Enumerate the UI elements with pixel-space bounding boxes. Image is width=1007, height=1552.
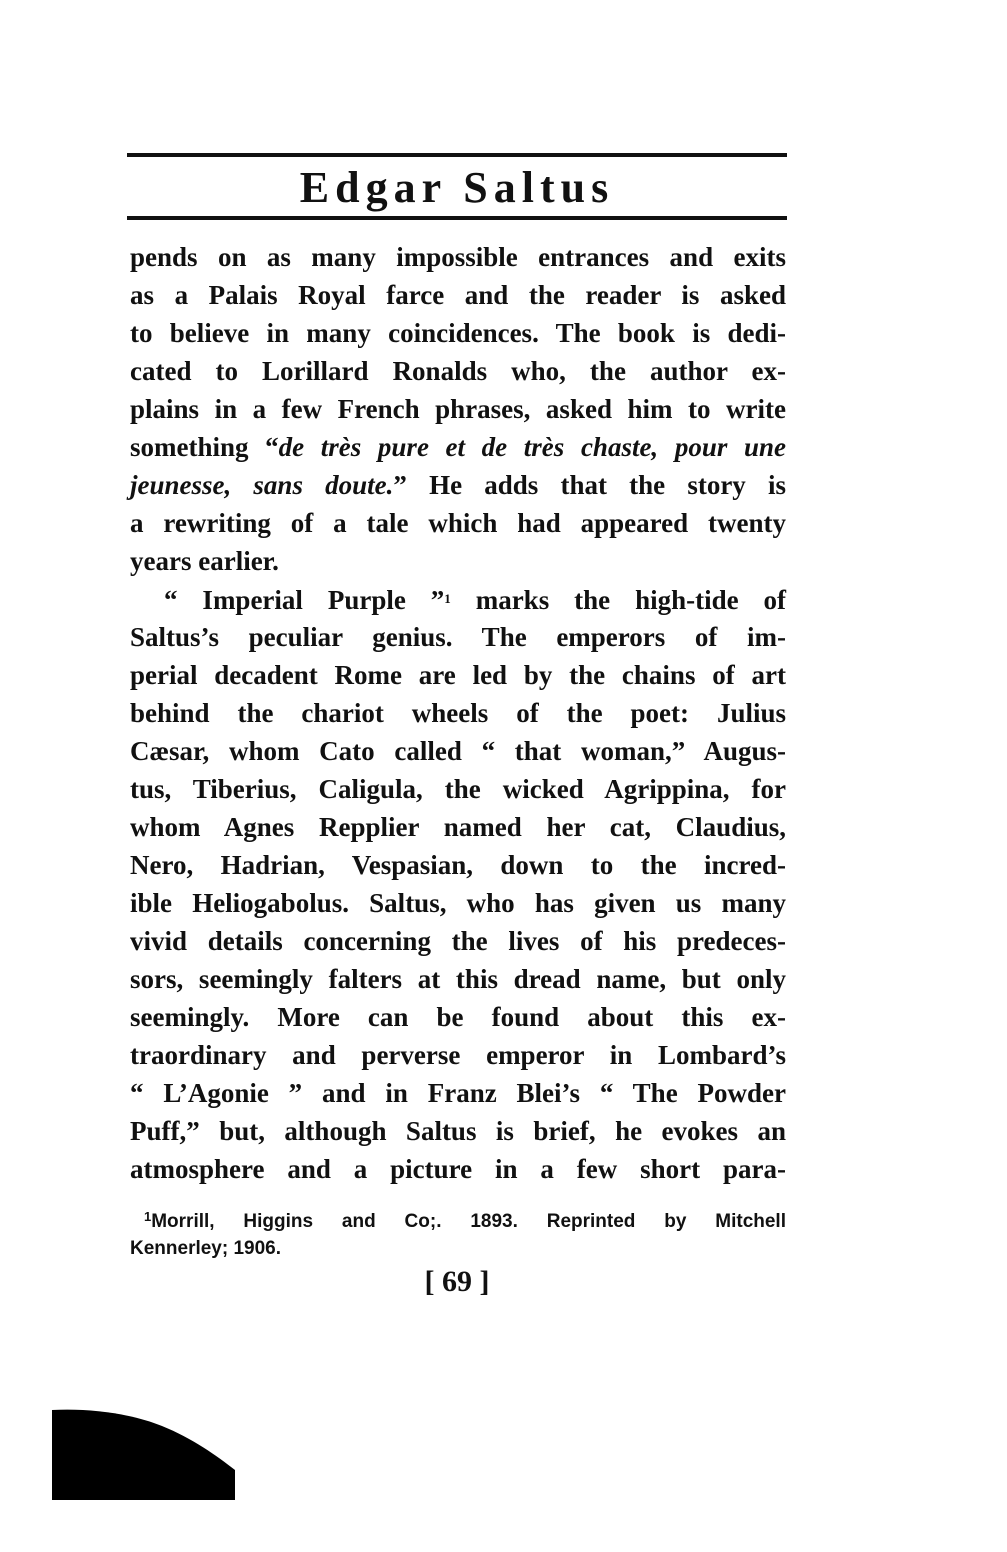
text-line: Nero, Hadrian, Vespasian, down to the incred- (130, 850, 786, 880)
french-phrase: de très pure et de très chaste, pour une (278, 432, 786, 462)
text-fragment: marks the high-tide of (450, 585, 787, 615)
text-line: atmosphere and a picture in a few short para- (130, 1154, 786, 1184)
text-line: traordinary and perverse emperor in Lombard’s (130, 1040, 786, 1070)
body-text (130, 238, 786, 1188)
text-line: perial decadent Rome are led by the chains of art (130, 660, 786, 690)
text-line: ible Heliogabolus. Saltus, who has given us many (130, 888, 786, 918)
text-fragment: ” He adds that the story is (393, 470, 786, 500)
running-head: Edgar Saltus (299, 163, 615, 212)
text-line: pends on as many impossible entrances and exits (130, 242, 786, 272)
text-line: a rewriting of a tale which had appeared twenty (130, 508, 786, 538)
text-line: tus, Tiberius, Caligula, the wicked Agrippina, for (130, 774, 786, 804)
text-line (130, 580, 786, 618)
french-phrase-end: jeunesse, sans doute. (130, 470, 394, 500)
text-line: behind the chariot wheels of the poet: Julius (130, 698, 786, 728)
text-line: Saltus’s peculiar genius. The emperors of im- (130, 622, 786, 652)
text-fragment: something “ (130, 432, 279, 462)
text-line (130, 466, 786, 504)
text-line: years earlier. (130, 546, 279, 576)
text-line: seemingly. More can be found about this ex- (130, 1002, 786, 1032)
footnote (130, 1203, 786, 1262)
text-line: plains in a few French phrases, asked him to write (130, 394, 786, 424)
scan-shadow-blot (52, 1408, 235, 1500)
footnote-text: Morrill, Higgins and Co;. 1893. Reprinted by Mitchell (151, 1211, 786, 1232)
book-title: “ Imperial Purple ” (164, 585, 445, 615)
text-line: “ L’Agonie ” and in Franz Blei’s “ The Powder (130, 1078, 786, 1108)
text-line: sors, seemingly falters at this dread name, but only (130, 964, 786, 994)
text-line: cated to Lorillard Ronalds who, the author ex- (130, 356, 786, 386)
footnote-ref: 1 (444, 591, 451, 606)
text-line: whom Agnes Repplier named her cat, Claudius, (130, 812, 786, 842)
text-line: Puff,” but, although Saltus is brief, he evokes an (130, 1116, 786, 1146)
page-number: [ 69 ] (424, 1265, 490, 1298)
text-line: as a Palais Royal farce and the reader is asked (130, 280, 786, 310)
text-line: to believe in many coincidences. The book is dedi- (130, 318, 786, 348)
footnote-line (130, 1203, 786, 1235)
text-line (130, 428, 786, 466)
header-rule-top (127, 153, 787, 157)
header-rule-bottom (127, 216, 787, 220)
text-line: vivid details concerning the lives of his predeces- (130, 926, 786, 956)
footnote-line: Kennerley; 1906. (130, 1238, 282, 1259)
text-line: Cæsar, whom Cato called “ that woman,” Augus- (130, 736, 786, 766)
footnote-marker: 1 (144, 1209, 152, 1224)
